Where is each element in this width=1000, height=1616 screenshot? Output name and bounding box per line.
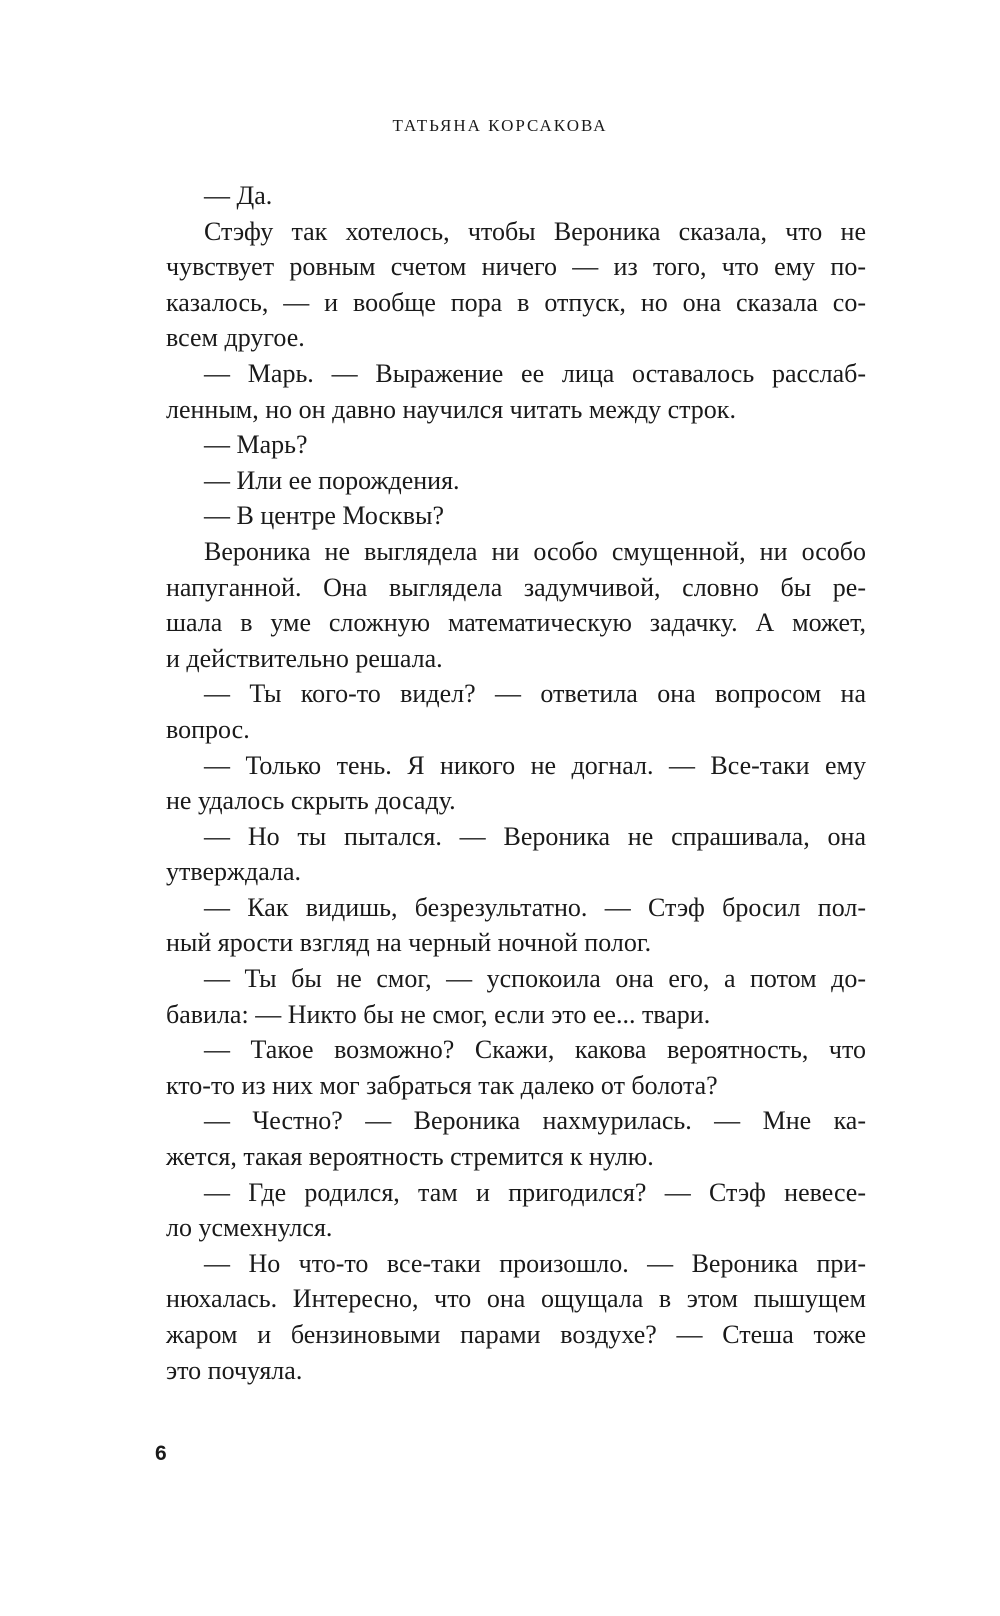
- text-line: — Ты бы не смог, — успокоила она его, а потом до-: [204, 964, 866, 994]
- text-line: ло усмехнулся.: [166, 1213, 333, 1243]
- text-line: бавила: — Никто бы не смог, если это ее... твари.: [166, 999, 711, 1029]
- text-line: ный ярости взгляд на черный ночной полог.: [166, 928, 652, 958]
- text-line: — В центре Москвы?: [204, 501, 445, 531]
- text-line: утверждала.: [166, 857, 302, 887]
- text-line: не удалось скрыть досаду.: [166, 786, 456, 816]
- body-text: [166, 178, 866, 1388]
- text-line: казалось, — и вообще пора в отпуск, но она сказала со-: [166, 287, 866, 317]
- text-line: ленным, но он давно научился читать между строк.: [166, 394, 736, 424]
- text-line: это почуяла.: [166, 1355, 303, 1385]
- text-line: — Но что-то все-таки произошло. — Вероника при-: [204, 1248, 866, 1278]
- text-line: — Только тень. Я никого не догнал. — Все-таки ему: [204, 750, 866, 780]
- text-line: — Марь?: [204, 430, 308, 460]
- text-line: Стэфу так хотелось, чтобы Вероника сказала, что не: [204, 216, 866, 246]
- text-line: — Такое возможно? Скажи, какова вероятность, что: [204, 1035, 866, 1065]
- text-line: напуганной. Она выглядела задумчивой, словно бы ре-: [166, 572, 866, 602]
- text-line: — Ты кого-то видел? — ответила она вопросом на: [204, 679, 866, 709]
- text-line: и действительно решала.: [166, 643, 443, 673]
- text-line: — Честно? — Вероника нахмурилась. — Мне ка-: [204, 1106, 866, 1136]
- text-line: всем другое.: [166, 323, 305, 353]
- text-line: — Где родился, там и пригодился? — Стэф невесе-: [204, 1177, 866, 1207]
- page-number: 6: [155, 1442, 167, 1465]
- text-line: жаром и бензиновыми парами воздухе? — Стеша тоже: [166, 1320, 866, 1349]
- text-line: — Марь. — Выражение ее лица оставалось расслаб-: [204, 358, 866, 388]
- text-line: — Но ты пытался. — Вероника не спрашивала, она: [204, 821, 866, 851]
- text-line: нюхалась. Интересно, что она ощущала в этом пышущем: [166, 1284, 866, 1314]
- text-line: — Как видишь, безрезультатно. — Стэф бросил пол-: [204, 892, 866, 922]
- text-line: жется, такая вероятность стремится к нулю.: [166, 1142, 654, 1172]
- text-line: вопрос.: [166, 714, 250, 744]
- text-line: — Или ее порождения.: [204, 465, 460, 495]
- text-line: кто-то из них мог забраться так далеко от болота?: [166, 1070, 718, 1100]
- running-head-author: ТАТЬЯНА КОРСАКОВА: [392, 116, 608, 135]
- text-line: чувствует ровным счетом ничего — из того, что ему по-: [166, 252, 866, 282]
- text-line: шала в уме сложную математическую задачку. А может,: [166, 608, 866, 638]
- text-line: Вероника не выглядела ни особо смущенной, ни особо: [204, 536, 866, 566]
- text-line: — Да.: [204, 181, 273, 210]
